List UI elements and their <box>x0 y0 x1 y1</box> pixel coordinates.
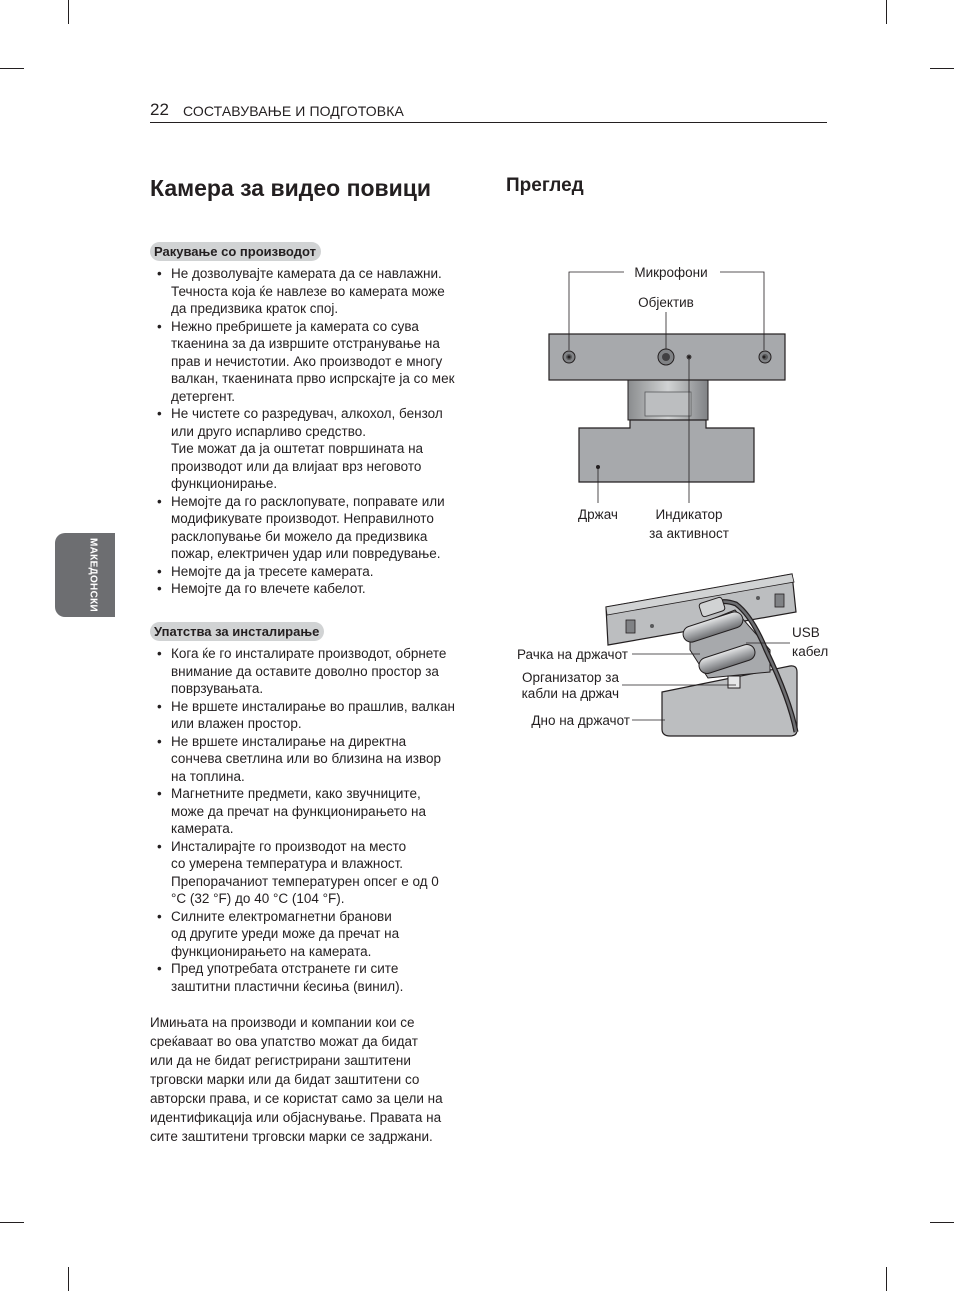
list-item: • Силните електромагнетни бранови од другите уреди може да пречат на функционирањето на камерата. <box>156 908 476 961</box>
microphones-label: Микрофони <box>634 265 708 280</box>
indicator-label-line2: за активност <box>649 526 729 541</box>
list-item: • Немојте да го влечете кабелот. <box>156 580 476 598</box>
usb-label-line1: USB <box>792 625 820 640</box>
handling-heading: Ракување со производот <box>150 242 321 261</box>
installation-heading: Упатства за инсталирање <box>150 622 324 641</box>
page-number: 22 <box>150 100 169 119</box>
language-tab-label: МАКЕДОНСКИ <box>87 538 99 612</box>
holder-handle-label: Рачка на држачот <box>516 647 628 662</box>
page-title: Камера за видео повици <box>150 175 432 201</box>
trademark-note: Имињата на производи и компании кои се среќаваат во ова упатство можат да бидат или да не бидат регистрирани заштитени трговски марки или да бидат заштитени со авторски права, и се користат само за цели на идентификација или објаснување. Правата на сите заштитени трговски марки се задржани. <box>150 1015 443 1144</box>
camera-back-view <box>517 574 828 736</box>
holder-plate <box>579 420 754 482</box>
list-item: • Немојте да го расклопувате, поправате или модификувате производот. Неправилното расклопување би можело да предизвика пожар, електричен удар или повредување. <box>156 493 476 563</box>
list-item: • Нежно пребришете ја камерата со сува ткаенина за да извршите отстранување на прав и нечистотии. Ако производот е многу валкан, ткаенината прво испрскајте ја со мек детергент. <box>156 318 476 406</box>
list-item: • Инсталирајте го производот на место со умерена температура и влажност. Препорачаниот температурен опсег е од 0 °C (32 °F) до 40 °C (104 °F). <box>156 838 476 908</box>
list-item: • Не чистете со разредувач, алкохол, бензол или друго испарливо средство. Тие можат да ја оштетат површината на производот или да влијаат врз неговото функционирање. <box>156 405 476 493</box>
list-item: • Пред употребата отстранете ги сите заштитни пластични ќесиња (винил). <box>156 960 476 995</box>
list-item: • Магнетните предмети, како звучниците, може да пречат на функционирањето на камерата. <box>156 785 476 838</box>
list-item: • Немојте да ја тресете камерата. <box>156 563 476 581</box>
list-item: • Кога ќе го инсталирате производот, обрнете внимание да оставите доволно простор за поврзувањата. <box>156 645 476 698</box>
usb-label-line2: кабел <box>792 644 829 659</box>
holder-bottom-label: Дно на држачот <box>531 713 630 728</box>
list-item: • Не вршете инсталирање на директна сончева светлина или во близина на извор на топлина. <box>156 733 476 786</box>
list-item: • Не вршете инсталирање во прашлив, валкан или влажен простор. <box>156 698 476 733</box>
camera-front-view <box>549 265 785 541</box>
cable-organizer-label-line1: Организатор за <box>521 670 619 685</box>
overview-title: Преглед <box>506 175 584 196</box>
lens-label: Објектив <box>638 295 694 310</box>
cable-organizer-label-line2: кабли на држач <box>521 686 619 701</box>
section-title: СОСТАВУВАЊЕ И ПОДГОТОВКА <box>183 103 404 119</box>
holder-label: Држач <box>578 507 618 522</box>
list-item: • Не дозволувајте камерата да се навлажни. Течноста која ќе навлезе во камерата може да предизвика краток спој. <box>156 265 476 318</box>
indicator-label-line1: Индикатор <box>655 507 723 522</box>
